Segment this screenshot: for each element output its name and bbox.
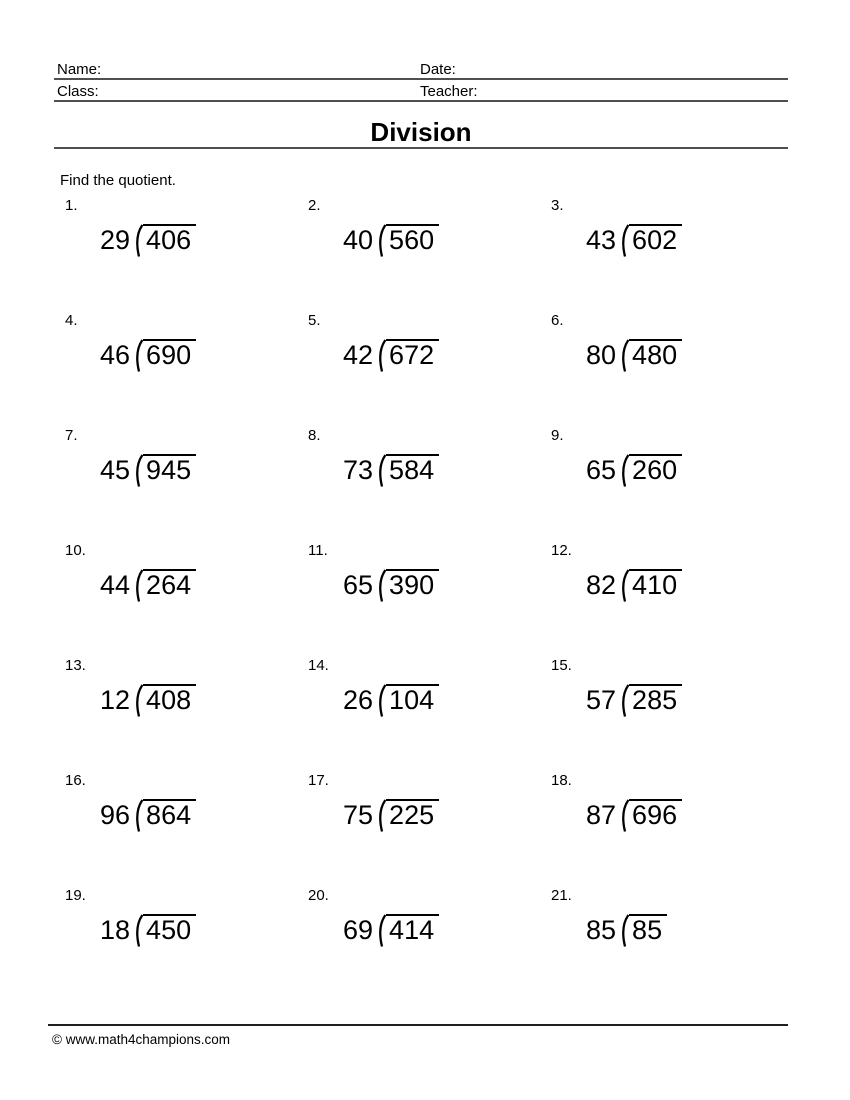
dividend: 560 xyxy=(386,224,439,254)
long-division-bracket-icon xyxy=(617,454,629,487)
division-problem xyxy=(65,772,308,887)
problem-number: 3. xyxy=(551,197,564,214)
division-problem xyxy=(551,427,794,542)
division-expression xyxy=(586,799,794,832)
division-problem xyxy=(65,542,308,657)
division-problem xyxy=(308,312,551,427)
division-expression xyxy=(100,224,308,257)
division-problem xyxy=(65,312,308,427)
dividend: 408 xyxy=(143,684,196,714)
division-expression xyxy=(100,799,308,832)
division-expression xyxy=(586,914,794,947)
problem-number: 19. xyxy=(65,887,86,904)
problem-number: 8. xyxy=(308,427,321,444)
division-expression xyxy=(343,684,551,717)
long-division-bracket-icon xyxy=(131,224,143,257)
division-problem xyxy=(551,887,794,1002)
division-expression xyxy=(586,454,794,487)
long-division-bracket-icon xyxy=(131,914,143,947)
long-division-bracket-icon xyxy=(617,569,629,602)
page-title: Division xyxy=(370,117,472,147)
division-expression xyxy=(586,339,794,372)
dividend: 690 xyxy=(143,339,196,369)
problem-number: 12. xyxy=(551,542,572,559)
teacher-label: Teacher: xyxy=(420,83,478,100)
dividend: 480 xyxy=(629,339,682,369)
problem-number: 4. xyxy=(65,312,78,329)
divisor: 80 xyxy=(586,340,617,370)
division-expression xyxy=(343,339,551,372)
long-division-bracket-icon xyxy=(374,224,386,257)
division-problem xyxy=(308,197,551,312)
problem-number: 2. xyxy=(308,197,321,214)
long-division-bracket-icon xyxy=(617,914,629,947)
dividend: 696 xyxy=(629,799,682,829)
dividend: 450 xyxy=(143,914,196,944)
division-problem xyxy=(551,772,794,887)
dividend: 414 xyxy=(386,914,439,944)
division-problem xyxy=(65,197,308,312)
division-expression xyxy=(343,799,551,832)
division-problem xyxy=(65,887,308,1002)
divisor: 26 xyxy=(343,685,374,715)
division-problem xyxy=(308,542,551,657)
problem-number: 18. xyxy=(551,772,572,789)
divisor: 45 xyxy=(100,455,131,485)
division-problem xyxy=(65,427,308,542)
division-expression xyxy=(586,569,794,602)
instruction-text: Find the quotient. xyxy=(60,172,176,189)
problem-number: 20. xyxy=(308,887,329,904)
division-problem xyxy=(308,887,551,1002)
long-division-bracket-icon xyxy=(374,339,386,372)
problem-number: 11. xyxy=(308,542,328,559)
long-division-bracket-icon xyxy=(374,569,386,602)
divisor: 85 xyxy=(586,915,617,945)
problem-number: 7. xyxy=(65,427,78,444)
dividend: 945 xyxy=(143,454,196,484)
divisor: 82 xyxy=(586,570,617,600)
footer-divider xyxy=(48,1024,788,1026)
division-expression xyxy=(586,684,794,717)
dividend: 390 xyxy=(386,569,439,599)
division-problem xyxy=(551,542,794,657)
problem-number: 14. xyxy=(308,657,329,674)
long-division-bracket-icon xyxy=(374,684,386,717)
worksheet-header xyxy=(54,61,788,102)
name-date-row xyxy=(54,61,788,80)
name-label: Name: xyxy=(57,61,102,78)
class-teacher-row xyxy=(54,80,788,102)
divisor: 73 xyxy=(343,455,374,485)
dividend: 406 xyxy=(143,224,196,254)
divisor: 65 xyxy=(586,455,617,485)
class-label: Class: xyxy=(57,83,99,100)
divisor: 65 xyxy=(343,570,374,600)
divisor: 96 xyxy=(100,800,131,830)
problem-number: 15. xyxy=(551,657,572,674)
problem-number: 9. xyxy=(551,427,564,444)
long-division-bracket-icon xyxy=(131,454,143,487)
division-expression xyxy=(586,224,794,257)
problem-number: 6. xyxy=(551,312,564,329)
long-division-bracket-icon xyxy=(617,339,629,372)
division-problem xyxy=(308,427,551,542)
divisor: 29 xyxy=(100,225,131,255)
divisor: 12 xyxy=(100,685,131,715)
long-division-bracket-icon xyxy=(374,454,386,487)
division-problem xyxy=(308,657,551,772)
dividend: 410 xyxy=(629,569,682,599)
dividend: 864 xyxy=(143,799,196,829)
long-division-bracket-icon xyxy=(131,684,143,717)
dividend: 584 xyxy=(386,454,439,484)
division-problem xyxy=(308,772,551,887)
problem-number: 13. xyxy=(65,657,86,674)
long-division-bracket-icon xyxy=(374,914,386,947)
problem-number: 1. xyxy=(65,197,78,214)
division-expression xyxy=(100,684,308,717)
dividend: 264 xyxy=(143,569,196,599)
divisor: 18 xyxy=(100,915,131,945)
divisor: 46 xyxy=(100,340,131,370)
problems-grid xyxy=(65,197,794,1002)
long-division-bracket-icon xyxy=(131,569,143,602)
long-division-bracket-icon xyxy=(131,799,143,832)
divisor: 69 xyxy=(343,915,374,945)
divisor: 40 xyxy=(343,225,374,255)
divisor: 43 xyxy=(586,225,617,255)
dividend: 672 xyxy=(386,339,439,369)
division-problem xyxy=(551,312,794,427)
division-problem xyxy=(551,197,794,312)
copyright-text: © www.math4champions.com xyxy=(52,1032,231,1047)
long-division-bracket-icon xyxy=(617,224,629,257)
divisor: 75 xyxy=(343,800,374,830)
division-expression xyxy=(100,454,308,487)
dividend: 602 xyxy=(629,224,682,254)
division-problem xyxy=(65,657,308,772)
divisor: 57 xyxy=(586,685,617,715)
divisor: 44 xyxy=(100,570,131,600)
division-expression xyxy=(100,339,308,372)
long-division-bracket-icon xyxy=(131,339,143,372)
divisor: 42 xyxy=(343,340,374,370)
problem-number: 21. xyxy=(551,887,572,904)
division-expression xyxy=(343,454,551,487)
division-expression xyxy=(100,569,308,602)
dividend: 260 xyxy=(629,454,682,484)
division-expression xyxy=(343,224,551,257)
problem-number: 17. xyxy=(308,772,329,789)
problem-number: 10. xyxy=(65,542,86,559)
division-expression xyxy=(343,914,551,947)
division-expression xyxy=(100,914,308,947)
division-problem xyxy=(551,657,794,772)
division-expression xyxy=(343,569,551,602)
dividend: 104 xyxy=(386,684,439,714)
title-divider xyxy=(54,147,788,149)
divisor: 87 xyxy=(586,800,617,830)
date-label: Date: xyxy=(420,61,456,78)
dividend: 225 xyxy=(386,799,439,829)
dividend: 285 xyxy=(629,684,682,714)
problem-number: 16. xyxy=(65,772,86,789)
problem-number: 5. xyxy=(308,312,321,329)
long-division-bracket-icon xyxy=(374,799,386,832)
dividend: 85 xyxy=(629,914,667,944)
long-division-bracket-icon xyxy=(617,799,629,832)
long-division-bracket-icon xyxy=(617,684,629,717)
